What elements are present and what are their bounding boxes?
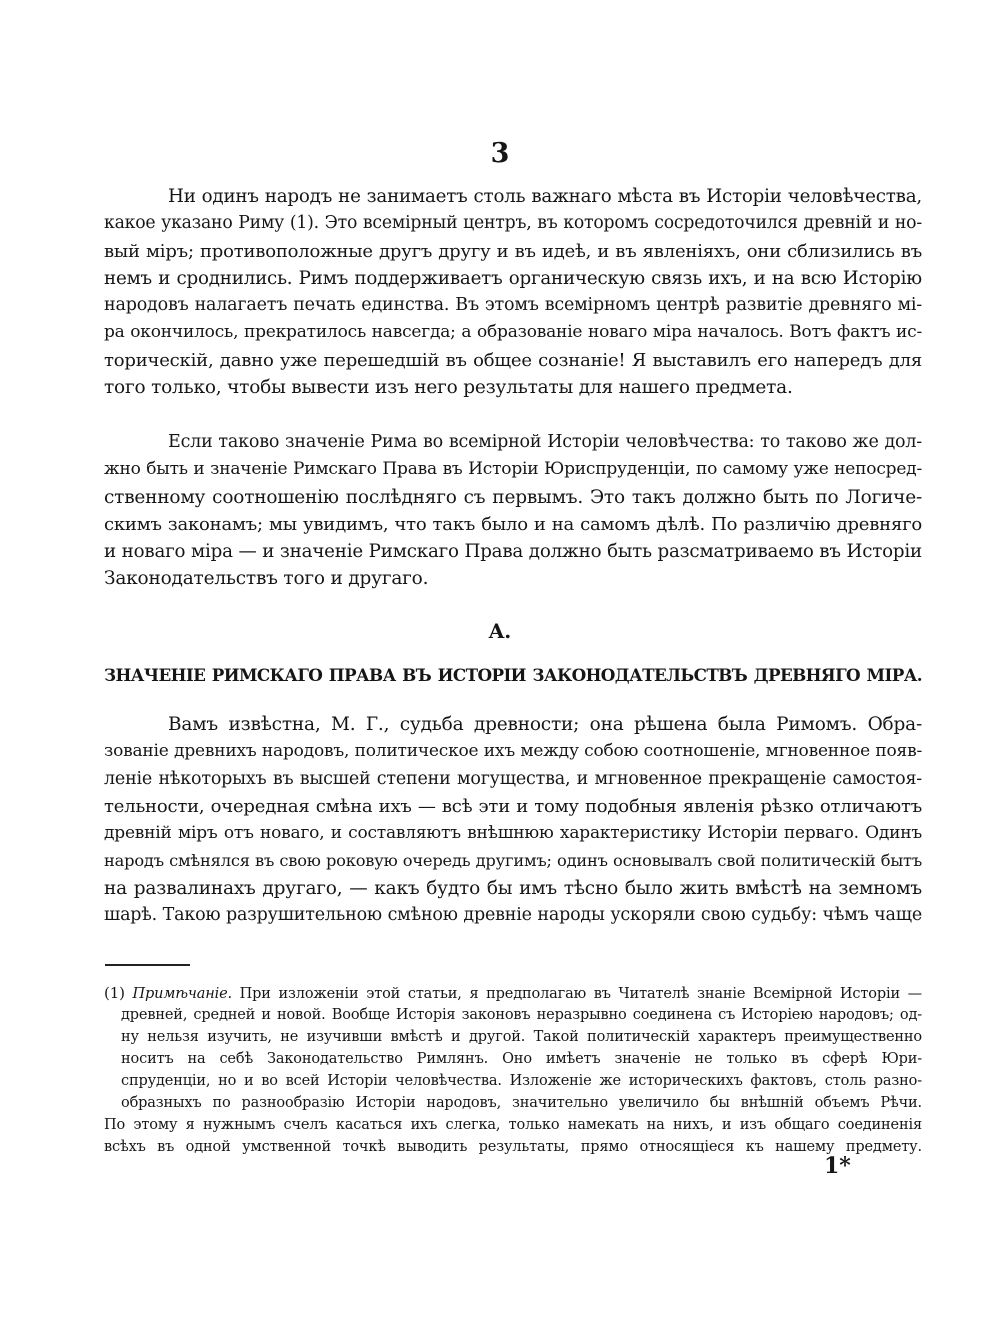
- footnote-line: ну нельзя изучить, не изучивши вмѣстѣ и другой. Такой политическій характеръ преимущественно: [121, 1029, 922, 1045]
- text-line: древній міръ отъ новаго, и составляютъ внѣшнюю характеристику Исторіи перваго. Одинъ: [104, 823, 922, 844]
- footnote-label: Примѣчаніе.: [132, 986, 232, 1002]
- text-line: ственному соотношенію послѣдняго съ первымъ. Это такъ должно быть по Логиче-: [104, 486, 922, 508]
- paragraph-2: [104, 429, 922, 593]
- text-line: зованіе древнихъ народовъ, политическое ихъ между собою соотношеніе, мгновенное появ-: [104, 741, 922, 762]
- page-number: 3: [490, 138, 510, 169]
- text-line: скимъ законамъ; мы увидимъ, что такъ было и на самомъ дѣлѣ. По различію древняго: [104, 513, 922, 535]
- footnote-text: При изложеніи этой статьи, я предполагаю въ Читателѣ знаніе Всемірной Исторіи —: [239, 986, 922, 1002]
- text-line: торическій, давно уже перешедшій въ общее сознаніе! Я выставилъ его напередъ для: [104, 349, 922, 371]
- section-heading: ЗНАЧЕНІЕ РИМСКАГО ПРАВА ВЪ ИСТОРІИ ЗАКОНОДАТЕЛЬСТВЪ ДРЕВНЯГО МІРА.: [104, 665, 922, 685]
- footnote-line: всѣхъ въ одной умственной точкѣ выводить результаты, прямо относящіеся къ нашему предмету.: [104, 1139, 922, 1155]
- footnote-first-line: [104, 982, 922, 1004]
- signature-mark: 1*: [824, 1153, 851, 1179]
- text-line: и новаго міра — и значеніе Римскаго Права должно быть разсматриваемо въ Исторіи: [104, 541, 922, 563]
- paragraph-1: [104, 183, 922, 401]
- text-line: какое указано Риму (1). Это всемірный центръ, въ которомъ сосредоточился древній и но-: [104, 213, 922, 234]
- footnote-line: носитъ на себѣ Законодательство Римлянъ. Оно имѣетъ значеніе не только въ сферѣ Юри-: [121, 1051, 922, 1067]
- text-line: Законодательствъ того и другаго.: [104, 568, 429, 590]
- text-line: на развалинахъ другаго, — какъ будто бы имъ тѣсно было жить вмѣстѣ на земномъ: [104, 877, 922, 899]
- footnote: [104, 982, 922, 1158]
- text-line: народовъ налагаетъ печать единства. Въ этомъ всемірномъ центрѣ развитіе древняго мі-: [104, 295, 922, 316]
- text-line: немъ и сроднились. Римъ поддерживаетъ органическую связь ихъ, и на всю Исторію: [104, 267, 922, 289]
- text-line: народъ смѣнялся въ свою роковую очередь другимъ; одинъ основывалъ свой политическій бытъ: [104, 851, 922, 871]
- text-line: Ни одинъ народъ не занимаетъ столь важнаго мѣста въ Исторіи человѣчества,: [168, 186, 922, 207]
- text-line: леніе нѣкоторыхъ въ высшей степени могущества, и мгновенное прекращеніе самостоя-: [104, 768, 922, 789]
- section-letter: A.: [488, 619, 512, 643]
- text-line: Вамъ извѣстна, М. Г., судьба древности; она рѣшена была Римомъ. Обра-: [168, 714, 922, 735]
- footnote-line: древней, средней и новой. Вообще Исторія законовъ неразрывно соединена съ Исторіею народовъ; од-: [121, 1007, 922, 1023]
- text-line: жно быть и значеніе Римскаго Права въ Исторіи Юриспруденціи, по самому уже непосред-: [104, 459, 922, 480]
- footnote-marker: (1): [104, 984, 125, 1002]
- footnote-line: По этому я нужнымъ счелъ касаться ихъ слегка, только намекать на нихъ, и изъ общаго соединенія: [104, 1117, 922, 1133]
- text-line: того только, чтобы вывести изъ него результаты для нашего предмета.: [104, 377, 793, 399]
- footnote-line: спруденціи, но и во всей Исторіи человѣчества. Изложеніе же историческихъ фактовъ, столь разно-: [121, 1073, 922, 1089]
- text-line: шарѣ. Такою разрушительною смѣною древніе народы ускоряли свою судьбу: чѣмъ чаще: [104, 905, 922, 926]
- text-line: вый міръ; противоположные другъ другу и въ идеѣ, и въ явленіяхъ, они сблизились въ: [104, 240, 922, 262]
- footnote-divider: [105, 964, 190, 966]
- text-line: Если таково значеніе Рима во всемірной Исторіи человѣчества: то таково же дол-: [168, 432, 922, 452]
- paragraph-3: [104, 711, 922, 929]
- text-line: ра окончилось, прекратилось навсегда; а образованіе новаго міра началось. Вотъ фактъ ис-: [104, 322, 922, 343]
- text-line: тельности, очередная смѣна ихъ — всѣ эти и тому подобныя явленія рѣзко отличаютъ: [104, 795, 922, 817]
- footnote-line: образныхъ по разнообразію Исторіи народовъ, значительно увеличило бы внѣшній объемъ Рѣчи.: [121, 1095, 922, 1111]
